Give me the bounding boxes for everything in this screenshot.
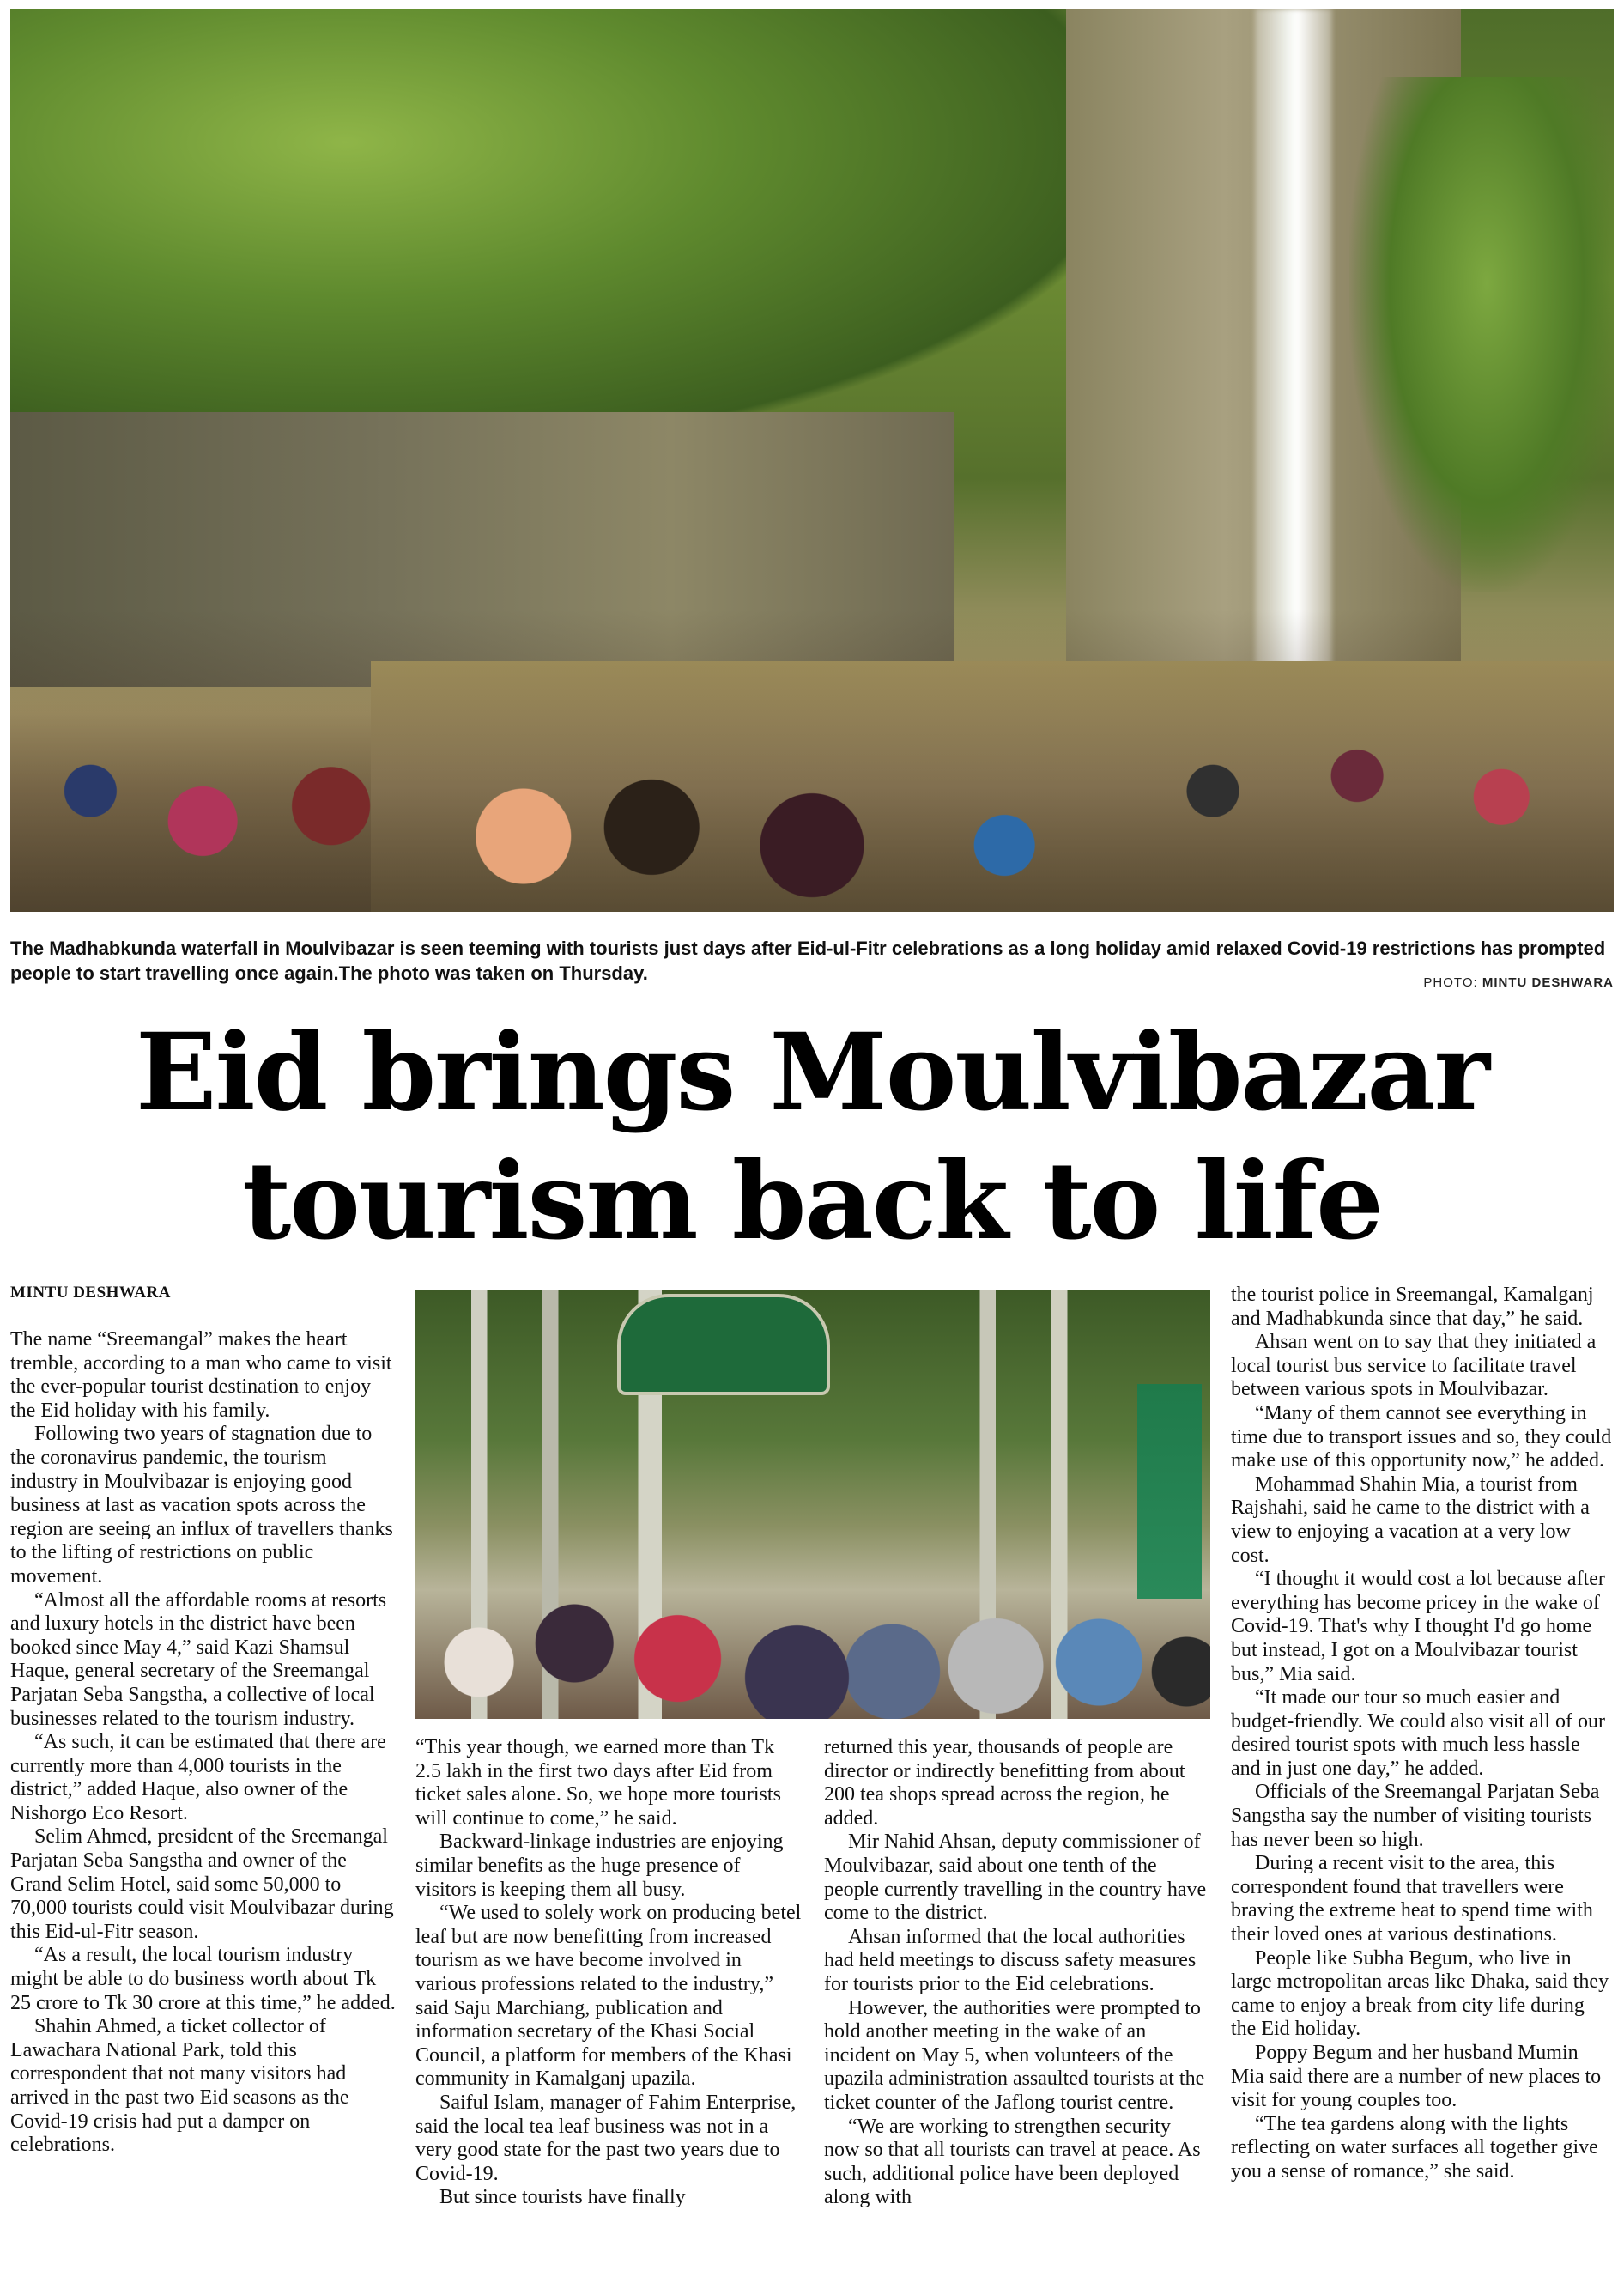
article-paragraph: Poppy Begum and her husband Mumin Mia said there are a number of new places to visit for young couples too. <box>1231 2042 1602 2112</box>
photo-foliage <box>10 9 1126 455</box>
article-paragraph: the tourist police in Sreemangal, Kamalganj and Madhabkunda since that day,” he said. <box>1231 1284 1594 1330</box>
article-paragraph: Mir Nahid Ahsan, deputy commissioner of Moulvibazar, said about one tenth of the people currently travelling in the country have come to the district. <box>824 1831 1207 1925</box>
photo-foliage-right <box>1349 77 1614 592</box>
article-paragraph: However, the authorities were prompted to hold another meeting in the wake of an incident on May 5, when volunteers of the upazila administration assaulted tourists at the ticket counter of the Jaflong tourist centre. <box>824 1996 1205 2114</box>
article-paragraph: People like Subha Begum, who live in large metropolitan areas like Dhaka, said they came to enjoy a break from city life during the Eid holiday. <box>1231 1946 1609 2041</box>
article-paragraph: “It made our tour so much easier and budget-friendly. We could also visit all of our desired tourist spots with much less hassle and in just one day,” he added. <box>1231 1686 1605 1780</box>
article-column-3 <box>824 1736 1210 2210</box>
article-paragraph: “I thought it would cost a lot because after everything has become pricey in the wake of Covid-19. That's why I thought I'd go home but instead, I got on a Moulvibazar tourist bus,” Mia said. <box>1231 1568 1605 1685</box>
photo-credit-name: MINTU DESHWARA <box>1482 975 1614 990</box>
photo-credit <box>1423 975 1614 990</box>
article-paragraph: Saiful Islam, manager of Fahim Enterprise, said the local tea leaf business was not in a very good state for the past two years due to Covid-19. <box>415 2091 797 2185</box>
article-paragraph: Ahsan went on to say that they initiated a local tourist bus service to facilitate travel between various spots in Moulvibazar. <box>1231 1331 1597 1401</box>
article-column-2 <box>415 1736 802 2210</box>
headline-line-1: Eid brings Moulvibazar <box>136 1011 1488 1135</box>
article-paragraph: During a recent visit to the area, this correspondent found that travellers were braving the extreme heat to spend time with their loved ones at various destinations. <box>1231 1852 1593 1946</box>
article-paragraph: Officials of the Sreemangal Parjatan Seba Sangstha say the number of visiting tourists has never been so high. <box>1231 1781 1600 1851</box>
article-paragraph: Mohammad Shahin Mia, a tourist from Rajshahi, said he came to the district with a view to enjoying a vacation at a very low cost. <box>1231 1472 1590 1567</box>
article-paragraph: “As such, it can be estimated that there are currently more than 4,000 tourists in the district,” added Haque, also owner of the Nishorgo Eco Resort. <box>10 1731 386 1824</box>
article-column-1 <box>10 1328 397 2158</box>
photo-visitors <box>415 1530 1210 1719</box>
article-paragraph: Following two years of stagnation due to the coronavirus pandemic, the tourism industry in Moulvibazar is enjoying good business at last as vacation spots across the region are seeing an influx of travellers thanks to the lifting of restrictions on public movement. <box>10 1423 393 1588</box>
photo-caption: The Madhabkunda waterfall in Moulvibazar is seen teeming with tourists just days after Eid-ul-Fitr celebrations as a long holiday amid relaxed Covid-19 restrictions has prompted people to start travelling once again.The photo was taken on Thursday. <box>10 938 1606 984</box>
article-paragraph: But since tourists have finally <box>439 2186 686 2209</box>
article-paragraph: “We are working to strengthen security now so that all tourists can travel at peace. As such, additional police have been deployed along with <box>824 2115 1201 2209</box>
article-paragraph: “Many of them cannot see everything in time due to transport issues and so, they could make use of this opportunity now,” he added. <box>1231 1401 1612 1472</box>
photo-credit-label: PHOTO: <box>1423 975 1478 990</box>
article-paragraph: returned this year, thousands of people are director or indirectly benefitting from about 200 tea shops spread across the region, he added. <box>824 1736 1185 1830</box>
byline: MINTU DESHWARA <box>10 1284 171 1302</box>
photo-crowd <box>10 610 1614 912</box>
article-column-4 <box>1231 1284 1614 2184</box>
waterfall-photo <box>10 9 1614 912</box>
photo-entrance-arch <box>617 1294 830 1395</box>
article-paragraph: “As a result, the local tourism industry might be able to do business worth about Tk 25 crore to Tk 30 crore at this time,” he added. <box>10 1944 396 2014</box>
article-paragraph: Shahin Ahmed, a ticket collector of Lawachara National Park, told this correspondent that not many visitors had arrived in the past two Eid seasons as the Covid-19 crisis had put a damper on celebrations. <box>10 2015 349 2157</box>
article-paragraph: Backward-linkage industries are enjoying similar benefits as the huge presence of visitors is keeping them all busy. <box>415 1831 784 1901</box>
article-paragraph: “The tea gardens along with the lights reflecting on water surfaces all together give you a sense of romance,” she said. <box>1231 2112 1598 2183</box>
article-paragraph: Ahsan informed that the local authorities had held meetings to discuss safety measures for tourists prior to the Eid celebrations. <box>824 1925 1197 1995</box>
article-paragraph: “This year though, we earned more than Tk 2.5 lakh in the first two days after Eid from ticket sales alone. So, we hope more tourists will continue to come,” he said. <box>415 1736 781 1830</box>
article-paragraph: The name “Sreemangal” makes the heart tremble, according to a man who came to visit the ever-popular tourist destination to enjoy the Eid holiday with his family. <box>10 1328 392 1422</box>
article-paragraph: Selim Ahmed, president of the Sreemangal Parjatan Seba Sangstha and owner of the Grand Selim Hotel, said some 50,000 to 70,000 tourists could visit Moulvibazar during this Eid-ul-Fitr season. <box>10 1825 394 1943</box>
headline-line-2: tourism back to life <box>242 1139 1382 1264</box>
article-paragraph: “Almost all the affordable rooms at resorts and luxury hotels in the district have been booked since May 4,” said Kazi Shamsul Haque, general secretary of the Sreemangal Parjatan Seba Sangstha, a collective of local businesses related to the tourism industry. <box>10 1588 387 1730</box>
photo-waterfall <box>1255 9 1332 687</box>
lawachara-park-photo <box>415 1290 1210 1719</box>
article-paragraph: “We used to solely work on producing betel leaf but are now benefitting from increased tourism as we have become involved in various professions related to the industry,” said Saju Marchiang, publication and information secretary of the Khasi Social Council, a platform for members of the Khasi community in Kamalganj upazila. <box>415 1902 802 2091</box>
headline <box>0 1009 1624 1266</box>
